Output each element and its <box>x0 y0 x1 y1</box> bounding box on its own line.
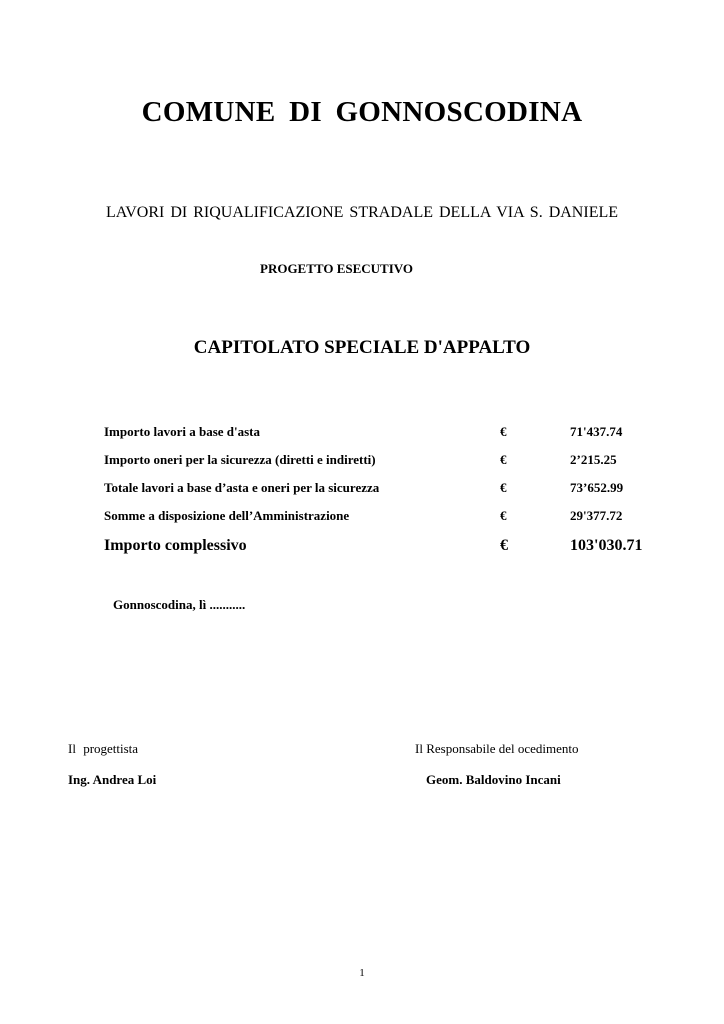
amount-row <box>104 508 664 536</box>
page-number: 1 <box>359 967 365 979</box>
project-type: PROGETTO ESECUTIVO <box>260 261 414 276</box>
amount-label: Importo lavori a base d'asta <box>104 424 260 439</box>
municipality-title: COMUNE DI GONNOSCODINA <box>141 96 583 128</box>
currency-symbol: € <box>500 508 507 523</box>
total-amount-row <box>104 538 664 566</box>
place-date: Gonnoscodina, lì ........... <box>113 597 246 612</box>
amount-label: Somme a disposizione dell’Amministrazione <box>104 508 350 523</box>
document-title: CAPITOLATO SPECIALE D'APPALTO <box>193 337 531 358</box>
manager-name: Geom. Baldovino Incani <box>426 772 561 787</box>
manager-role: Il Responsabile del ocedimento <box>415 741 579 756</box>
designer-role: Il progettista <box>68 741 139 756</box>
amount-value: 73’652.99 <box>570 480 624 495</box>
amount-value: 2’215.25 <box>570 452 617 467</box>
currency-symbol: € <box>500 537 508 554</box>
works-subtitle: LAVORI DI RIQUALIFICAZIONE STRADALE DELLA VIA S. DANIELE <box>105 204 619 221</box>
amount-value: 29'377.72 <box>570 508 623 523</box>
total-value: 103'030.71 <box>570 537 643 554</box>
amount-label: Totale lavori a base d’asta e oneri per la sicurezza <box>104 480 380 495</box>
amount-row <box>104 452 664 480</box>
amount-row <box>104 424 664 452</box>
amount-value: 71'437.74 <box>570 424 623 439</box>
amounts-table <box>104 424 664 566</box>
currency-symbol: € <box>500 424 507 439</box>
total-label: Importo complessivo <box>104 537 247 554</box>
designer-name: Ing. Andrea Loi <box>68 772 157 787</box>
currency-symbol: € <box>500 452 507 467</box>
amount-label: Importo oneri per la sicurezza (diretti e indiretti) <box>104 452 376 467</box>
currency-symbol: € <box>500 480 507 495</box>
amount-row <box>104 480 664 508</box>
